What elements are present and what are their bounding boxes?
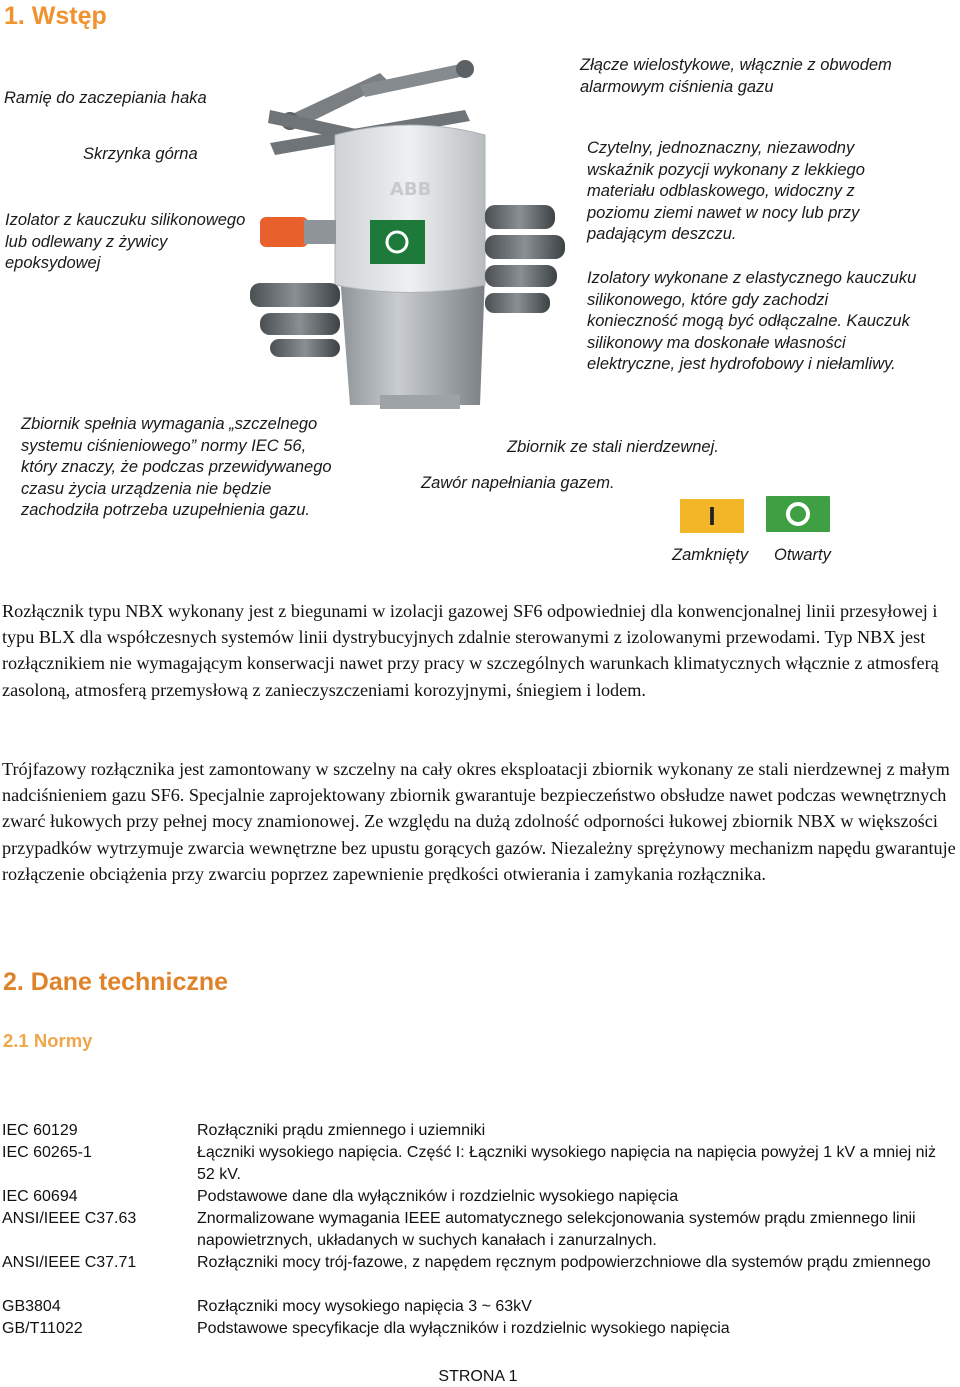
label-connector: Złącze wielostykowe, włącznie z obwodem alarmowym ciśnienia gazu xyxy=(580,56,892,96)
norm-desc: Podstawowe specyfikacje dla wyłączników i rozdzielnic wysokiego napięcia xyxy=(197,1320,730,1337)
label-steel-tank: Zbiornik ze stali nierdzewnej. xyxy=(507,438,719,456)
label-open: Otwarty xyxy=(774,546,831,564)
open-circle-icon xyxy=(788,504,808,524)
connector-plug xyxy=(260,217,308,247)
norm-code: IEC 60694 xyxy=(2,1188,78,1205)
norm-desc: Rozłączniki mocy wysokiego napięcia 3 ~ 63kV xyxy=(197,1298,532,1315)
right-insulators xyxy=(485,205,565,313)
switch-photo xyxy=(230,55,570,420)
norm-code: IEC 60265-1 xyxy=(2,1144,92,1161)
indicator-window xyxy=(370,220,425,264)
paragraph-1: Rozłącznik typu NBX wykonany jest z biegunami w izolacji gazowej SF6 odpowiedniej dla konwencjonalnej linii przesyłowej i typu BLX dla współczesnych systemów linii dystrybucyjnych zdalnie sterowanymi z izolowanymi przewodami. Typ NBX jest rozłącznikiem nie wymagającym konserwacji nawet przy pracy w szczególnych warunkach klimatycznych włącznie z atmosferą zasoloną, atmosferą przemysłową z zanieczyszczeniami korozyjnymi, śniegiem i lodem. xyxy=(2,601,939,700)
norm-code: ANSI/IEEE C37.71 xyxy=(2,1254,137,1271)
page-number: STRONA 1 xyxy=(438,1368,518,1385)
norm-desc: Rozłączniki mocy trój-fazowe, z napędem ręcznym podpowierzchniowe dla systemów prądu zmiennego xyxy=(197,1254,931,1271)
closed-indicator-badge xyxy=(680,499,744,533)
label-top-box: Skrzynka górna xyxy=(83,145,198,163)
label-insulators-silicone: Izolatory wykonane z elastycznego kauczuku silikonowego, które gdy zachodzi konieczność mogą być odłączalne. Kauczuk silikonowy ma doskonałe własności elektryczne, jest hydrofobowy i niełamliwy. xyxy=(587,269,917,373)
norm-code: GB/T11022 xyxy=(2,1320,83,1337)
norm-desc: Podstawowe dane dla wyłączników i rozdzielnic wysokiego napięcia xyxy=(197,1188,679,1205)
label-tank-requirements: Zbiornik spełnia wymagania „szczelnego systemu ciśnieniowego” normy IEC 56, który znaczy, że podczas przewidywanego czasu życia urządzenia nie będzie zachodziła potrzeba uzupełnienia gazu. xyxy=(21,415,332,519)
section-2-title: 2. Dane techniczne xyxy=(3,968,229,996)
brand-mark: ABB xyxy=(390,179,432,200)
left-insulators xyxy=(250,283,340,357)
norm-desc: Rozłączniki prądu zmiennego i uziemniki xyxy=(197,1122,486,1139)
norm-desc: Znormalizowane wymagania IEEE automatycznego selekcjonowania systemów prądu zmiennego linii napowietrznych, układanych w suchych kanałach i zanurzalnych. xyxy=(197,1210,916,1249)
norm-desc: Łączniki wysokiego napięcia. Część I: Łączniki wysokiego napięcia na napięcia powyżej 1 kV a mniej niż 52 kV. xyxy=(197,1144,937,1183)
steel-tank xyxy=(340,275,485,405)
top-box xyxy=(335,125,485,293)
label-insulator: Izolator z kauczuku silikonowego lub odlewany z żywicy epoksydowej xyxy=(5,211,246,272)
norm-code: IEC 60129 xyxy=(2,1122,78,1139)
norm-code: ANSI/IEEE C37.63 xyxy=(2,1210,137,1227)
section-2-1-title: 2.1 Normy xyxy=(3,1030,93,1051)
paragraph-2: Trójfazowy rozłącznika jest zamontowany w szczelny na cały okres eksploatacji zbiornik wykonany ze stali nierdzewnej z małym nadciśnieniem gazu SF6. Specjalnie zaprojektowany zbiornik gwarantuje bezpieczeństwo obsłudze nawet podczas wewnętrznych zwarć łukowych przy pełnej mocy znamionowej. Ze względu na dużą zdolność odporności łukowej zbiornik NBX w większości przypadków wytrzymuje zwarcia wewnętrzne bez upustu gorących gazów. Niezależny sprężynowy mechanizm napędu gwarantuje rozłączenie obciążenia przy zwarciu poprzez zapewnienie prędkości otwierania i zamykania rozłącznika. xyxy=(2,759,956,884)
label-indicator: Czytelny, jednoznaczny, niezawodny wskaźnik pozycji wykonany z lekkiego materiału odblaskowego, widoczny z poziomu ziemi nawet w nocy lub przy padającym deszczu. xyxy=(587,139,865,243)
label-fill-valve: Zawór napełniania gazem. xyxy=(421,474,615,492)
norm-code: GB3804 xyxy=(2,1298,61,1315)
label-closed: Zamknięty xyxy=(672,546,749,564)
label-hook-arm: Ramię do zaczepiania haka xyxy=(4,89,207,107)
open-indicator-badge xyxy=(766,496,830,532)
section-1-title: 1. Wstęp xyxy=(4,2,107,30)
closed-symbol: I xyxy=(708,501,716,531)
